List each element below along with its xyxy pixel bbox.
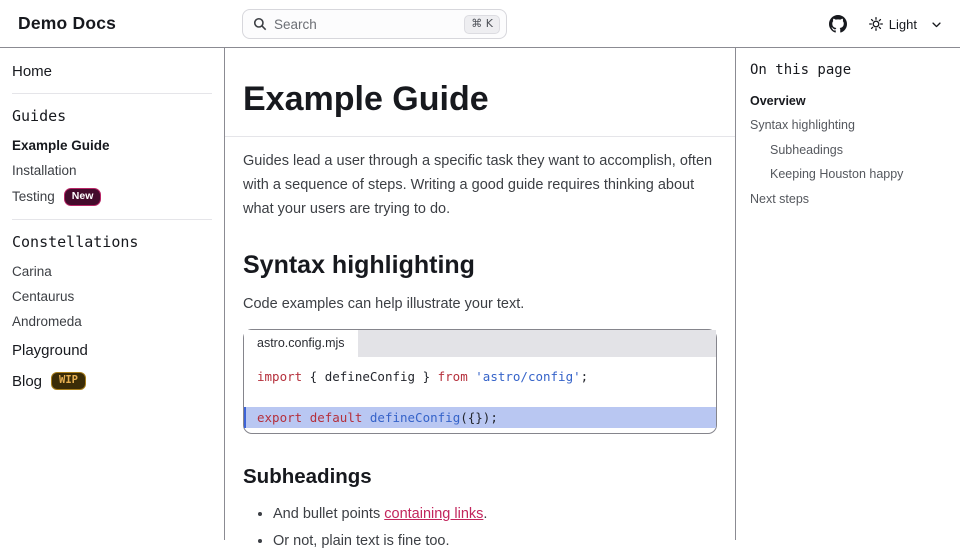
list-item [273,531,717,551]
bullet-list [243,504,717,551]
github-icon[interactable] [829,15,847,33]
wip-badge: WIP [51,372,86,390]
sidebar-item-label: Andromeda [12,313,82,329]
code-tab-filename: astro.config.mjs [244,330,358,357]
divider [12,219,212,220]
page-title: Example Guide [243,80,489,118]
sun-icon [869,17,883,31]
sidebar-item-blog[interactable] [12,370,212,392]
bullet-text: . [483,506,488,522]
code-token: from [437,369,468,384]
search-input[interactable] [242,9,507,39]
heading-subheadings: Subheadings [243,465,372,488]
code-token: 'astro/config' [475,369,581,384]
sidebar-item-installation[interactable] [12,160,212,180]
sidebar-item-label: Installation [12,162,77,178]
syntax-lead-text: Code examples can help illustrate your text. [243,296,525,312]
code-token: defineConfig [369,410,461,425]
sidebar-item-andromeda[interactable] [12,311,212,331]
toc-item-subheadings[interactable]: Subheadings [770,142,843,157]
code-token: default [309,410,363,425]
theme-label: Light [888,16,917,32]
sidebar-item-example-guide[interactable] [12,135,212,155]
sidebar-item-label: Playground [12,342,88,359]
code-token: ({}); [460,410,498,425]
sidebar-item-playground[interactable] [12,340,212,361]
containing-links-link[interactable]: containing links [384,506,484,522]
sidebar-item-label: Testing [12,189,55,204]
sidebar-group-guides: Guides [12,107,67,125]
code-area [244,357,716,433]
sidebar-item-home[interactable]: Home [12,63,53,80]
sidebar-item-label: Blog [12,372,43,390]
code-token: { defineConfig } [302,369,438,384]
site-title[interactable]: Demo Docs [18,13,117,33]
sidebar-item-label: Centaurus [12,288,75,304]
header [0,0,960,48]
divider [12,93,212,94]
sidebar-nav [0,48,225,540]
toc-item-syntax-highlighting[interactable]: Syntax highlighting [750,118,855,132]
sidebar-item-carina[interactable] [12,261,212,281]
heading-syntax-highlighting: Syntax highlighting [243,251,475,279]
sidebar-group-constellations: Constellations [12,233,139,251]
code-token [302,410,310,425]
toc-title: On this page [750,62,852,78]
search-shortcut-kbd: ⌘ K [464,15,500,34]
list-item [273,504,717,524]
sidebar-item-testing[interactable] [12,185,212,208]
code-token: export [257,410,303,425]
sidebar-item-label: Carina [12,263,52,279]
bullet-text: Or not, plain text is fine too. [273,533,450,549]
chevron-down-icon [931,19,942,30]
toc-list [750,90,944,209]
code-token: ; [580,369,589,384]
theme-select[interactable] [869,17,942,32]
toc-item-keeping-houston-happy[interactable]: Keeping Houston happy [770,167,904,181]
search-placeholder: Search [274,16,317,32]
divider [225,136,735,137]
code-token [362,410,370,425]
bullet-text: And bullet points [273,506,385,522]
sidebar-group-constellations-items [12,261,212,331]
code-line-3-highlighted [244,407,716,428]
code-token: import [257,369,303,384]
toc-item-next-steps[interactable]: Next steps [750,191,810,206]
code-tab-bar [244,330,716,357]
toc-item-overview[interactable]: Overview [750,93,806,108]
on-this-page-panel [735,48,960,540]
header-actions [829,0,942,48]
code-block [243,329,717,434]
sidebar-group-guides-items [12,135,212,208]
code-line-1 [244,367,716,387]
intro-paragraph: Guides lead a user through a specific task they want to accomplish, often with a sequence of steps. Writing a good guide requires thinking about what your users are trying to do. [243,153,713,217]
sidebar-item-label: Example Guide [12,137,110,153]
search-icon [253,17,267,31]
sidebar-item-centaurus[interactable] [12,286,212,306]
new-badge: New [64,188,102,206]
code-line-2 [244,387,716,407]
main-content [225,48,735,549]
